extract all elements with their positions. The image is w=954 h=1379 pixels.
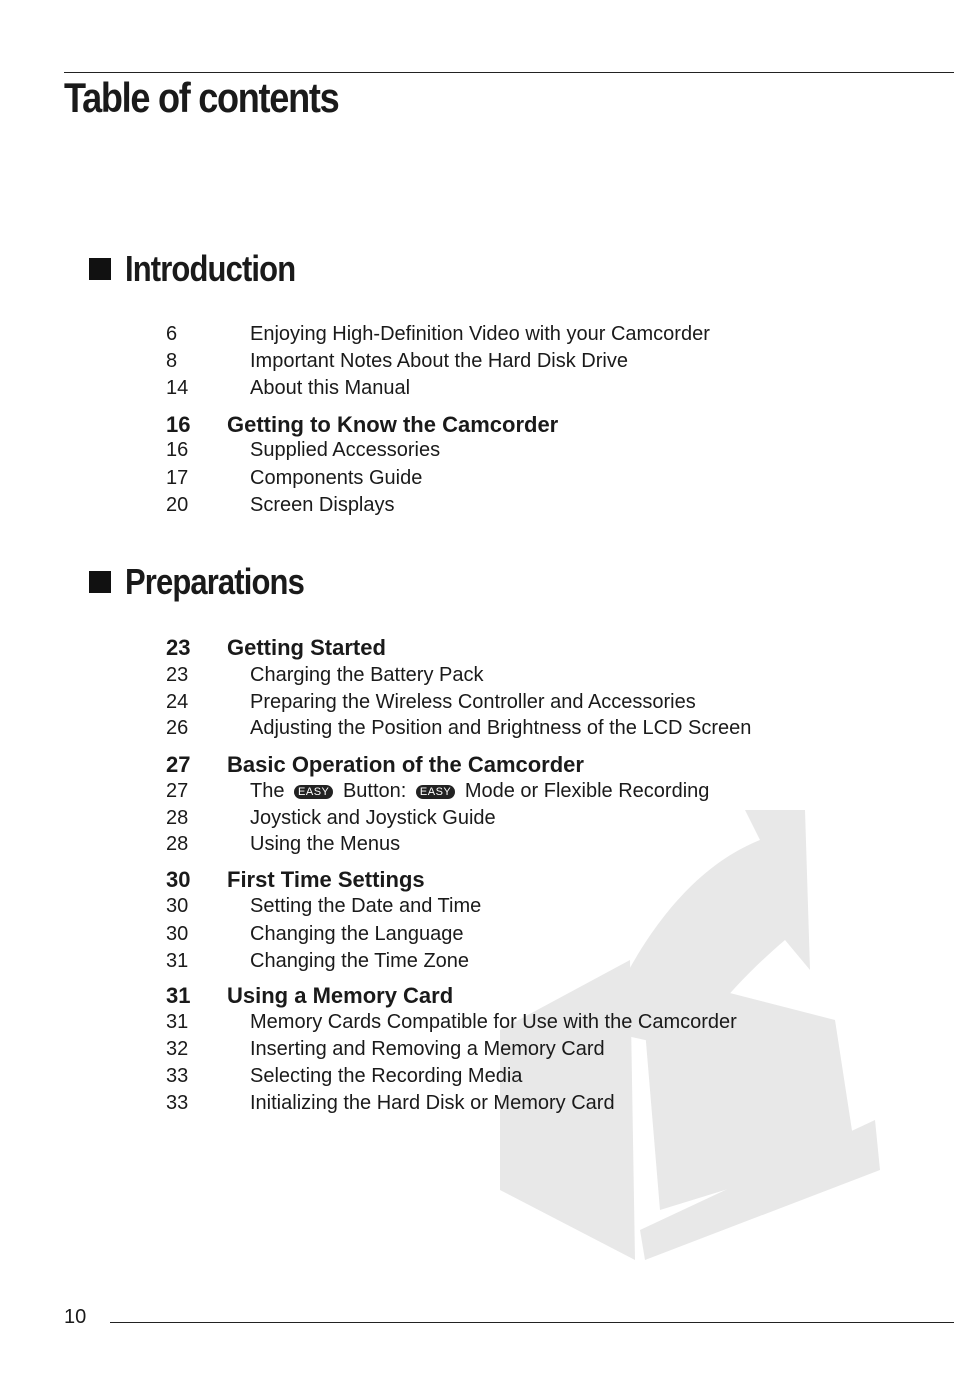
toc-entry-title: Changing the Language (250, 923, 464, 945)
toc-entry-title: Memory Cards Compatible for Use with the Camcorder (250, 1011, 737, 1033)
toc-page-number: 28 (166, 807, 189, 829)
box-arrow-watermark-icon (480, 800, 880, 1270)
toc-page-number: 8 (166, 350, 178, 372)
section-heading-preparations: Preparations (89, 561, 333, 603)
toc-group-page-number: 27 (166, 752, 191, 777)
toc-group-title: Basic Operation of the Camcorder (227, 752, 584, 777)
toc-page-number: 30 (166, 923, 189, 945)
toc-group-title: First Time Settings (227, 867, 425, 892)
toc-page-number: 20 (166, 494, 189, 516)
toc-group-title: Getting to Know the Camcorder (227, 412, 559, 437)
title-part: Button: (342, 780, 407, 802)
toc-entry-title: Selecting the Recording Media (250, 1065, 523, 1087)
toc-group-page-number: 30 (166, 867, 191, 892)
toc-entry-title (250, 779, 709, 803)
toc-entry-title: Components Guide (250, 467, 423, 489)
toc-entry-title: Changing the Time Zone (250, 950, 470, 972)
toc-page-number: 14 (166, 377, 189, 399)
page-number: 10 (64, 1306, 87, 1328)
title-part: Mode or Flexible Recording (464, 780, 710, 802)
toc-entry-title: Initializing the Hard Disk or Memory Card (250, 1092, 615, 1114)
toc-group-title: Using a Memory Card (227, 983, 454, 1008)
toc-page-number: 24 (166, 691, 189, 713)
toc-entry-title: Using the Menus (250, 833, 401, 855)
toc-entry-title: Screen Displays (250, 494, 395, 516)
square-bullet-icon (89, 571, 111, 593)
toc-group-page-number: 16 (166, 412, 191, 437)
toc-entry-title: Setting the Date and Time (250, 895, 482, 917)
toc-page-number: 30 (166, 895, 189, 917)
toc-page-number: 32 (166, 1038, 189, 1060)
toc-page-number: 33 (166, 1092, 189, 1114)
toc-entry-title: Important Notes About the Hard Disk Drive (250, 350, 628, 372)
toc-page-number: 33 (166, 1065, 189, 1087)
section-heading-introduction: Introduction (89, 248, 323, 290)
toc-page-number: 16 (166, 439, 189, 461)
easy-mode-icon: EASY (416, 785, 455, 799)
toc-entry-title: About this Manual (250, 377, 411, 399)
toc-group-title: Getting Started (227, 635, 386, 660)
easy-mode-icon: EASY (294, 785, 333, 799)
toc-page-number: 6 (166, 323, 178, 345)
toc-group-page-number: 31 (166, 983, 191, 1008)
toc-page-number: 31 (166, 1011, 189, 1033)
top-rule (64, 72, 954, 73)
toc-entry-title: Charging the Battery Pack (250, 664, 484, 686)
toc-group-page-number: 23 (166, 635, 191, 660)
toc-page-number: 17 (166, 467, 189, 489)
bottom-rule (110, 1322, 954, 1323)
square-bullet-icon (89, 258, 111, 280)
toc-entry-title: Adjusting the Position and Brightness of the LCD Screen (250, 717, 752, 739)
toc-entry-title: Inserting and Removing a Memory Card (250, 1038, 605, 1060)
toc-entry-title: Supplied Accessories (250, 439, 441, 461)
title-part: The (250, 780, 285, 802)
toc-page-number: 26 (166, 717, 189, 739)
toc-page-number: 23 (166, 664, 189, 686)
page-title: Table of contents (64, 74, 339, 121)
toc-entry-title: Preparing the Wireless Controller and Accessories (250, 691, 696, 713)
toc-page-number: 31 (166, 950, 189, 972)
toc-page-number: 28 (166, 833, 189, 855)
toc-page-number: 27 (166, 780, 189, 802)
toc-entry-title: Joystick and Joystick Guide (250, 807, 496, 829)
toc-entry-title: Enjoying High-Definition Video with your Camcorder (250, 323, 710, 345)
